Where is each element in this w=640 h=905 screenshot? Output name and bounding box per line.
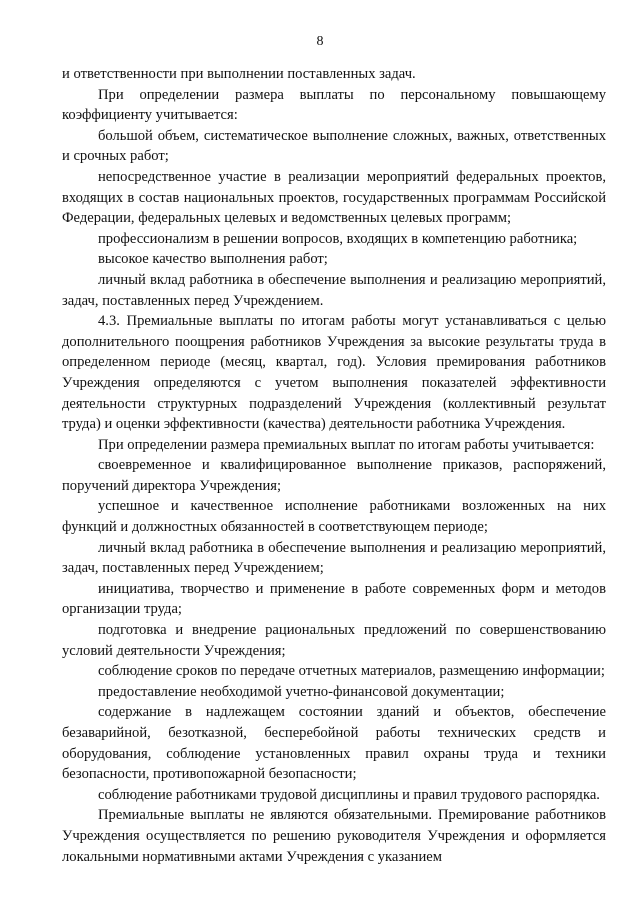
paragraph: соблюдение работниками трудовой дисциплины и правил трудового распорядка. [98,786,600,803]
paragraph: и ответственности при выполнении поставленных задач. [62,66,416,82]
paragraph-section-4-3: 4.3. Премиальные выплаты по итогам работы могут устанавливаться с целью дополнительного поощрения работников Учреждения за высокие результаты труда в определенном периоде (месяц, квартал, год). Условия премирования работников Учреждения определяются с учетом выполнения показателей эффективности деятельности структурных подразделений Учреждения (коллективный результат труда) и оценки эффективности (качества) деятельности работника Учреждения. [62,313,606,433]
paragraph: При определении размера выплаты по персональному повышающему коэффициенту учитывается: [62,86,606,124]
paragraph: предоставление необходимой учетно-финансовой документации; [98,683,505,700]
paragraph: Премиальные выплаты не являются обязательными. Премирование работников Учреждения осуществляется по решению руководителя Учреждения и оформляется локальными нормативными актами Учреждения с указанием [62,807,606,865]
paragraph: подготовка и внедрение рациональных предложений по совершенствованию условий деятельности Учреждения; [62,622,606,659]
paragraph: успешное и качественное исполнение работниками возложенных на них функций и должностных обязанностей в соответствующем периоде; [62,498,606,536]
paragraph: личный вклад работника в обеспечение выполнения и реализацию мероприятий, задач, поставленных перед Учреждением; [62,539,606,577]
paragraph: профессионализм в решении вопросов, входящих в компетенцию работника; [98,230,578,247]
paragraph: личный вклад работника в обеспечение выполнения и реализацию мероприятий, задач, поставленных перед Учреждением. [62,271,606,309]
document-body [62,64,606,867]
paragraph: большой объем, систематическое выполнение сложных, важных, ответственных и срочных работ; [62,127,606,165]
page-number: 8 [316,34,324,49]
paragraph: непосредственное участие в реализации мероприятий федеральных проектов, входящих в состав национальных проектов, государственных программам Российской Федерации, федеральных целевых и ведомственных целевых программ; [62,168,606,227]
paragraph: соблюдение сроков по передаче отчетных материалов, размещению информации; [98,663,605,680]
paragraph: высокое качество выполнения работ; [98,251,328,268]
paragraph: При определении размера премиальных выплат по итогам работы учитывается: [98,436,595,453]
paragraph: содержание в надлежащем состоянии зданий и объектов, обеспечение безаварийной, безотказной, бесперебойной работы технических средств и оборудования, соблюдение установленных правил охраны труда и техники безопасности, противопожарной безопасности; [62,704,606,783]
paragraph: инициатива, творчество и применение в работе современных форм и методов организации труда; [62,580,606,618]
paragraph: своевременное и квалифицированное выполнение приказов, распоряжений, поручений директора Учреждения; [62,457,606,494]
